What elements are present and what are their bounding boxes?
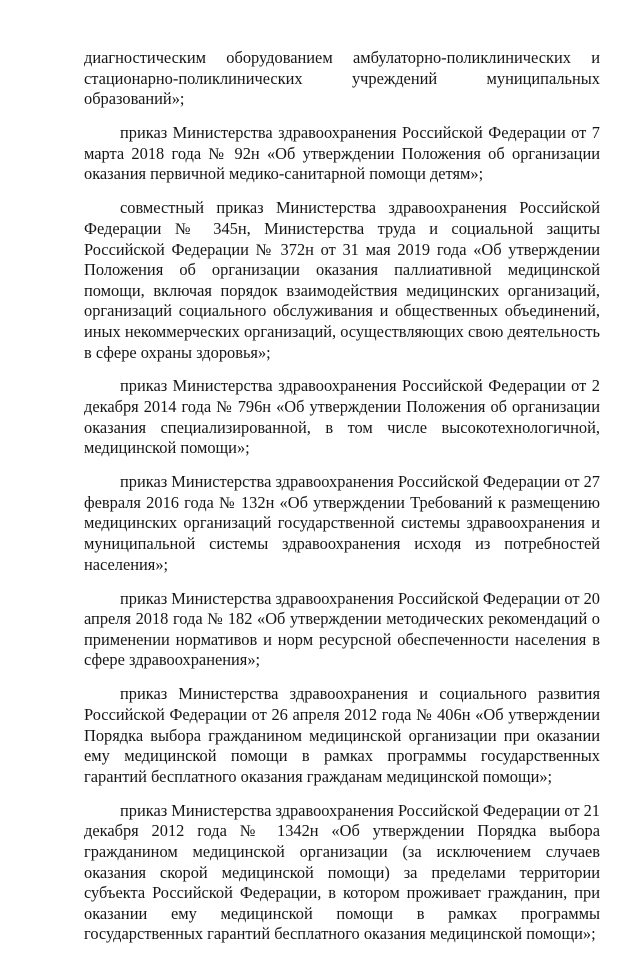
document-body — [84, 48, 600, 958]
paragraph-order-182: приказ Министерства здравоохранения Российской Федерации от 20 апреля 2018 года № 182 «Об утверждении методических рекомендаций о применении нормативов и норм ресурсной обеспеченности населения в сфере здравоохранения»; — [84, 588, 600, 670]
paragraph-order-132n: приказ Министерства здравоохранения Российской Федерации от 27 февраля 2016 года № 132н «Об утверждении Требований к размещению медицинских организаций государственной системы здравоохранения и муниципальной системы здравоохранения исходя из потребностей населения»; — [84, 472, 600, 574]
paragraph-order-796n: приказ Министерства здравоохранения Российской Федерации от 2 декабря 2014 года № 796н «Об утверждении Положения об организации оказания специализированной, в том числе высокотехнологичной, медицинской помощи»; — [84, 376, 600, 458]
paragraph-joint-order-345n-372n: совместный приказ Министерства здравоохранения Российской Федерации № 345н, Министерства труда и социальной защиты Российской Федерации № 372н от 31 мая 2019 года «Об утверждении Положения об организации оказания паллиативной медицинской помощи, включая порядок взаимодействия медицинских организаций, организаций социального обслуживания и общественных объединений, иных некоммерческих организаций, осуществляющих свою деятельность в сфере охраны здоровья»; — [84, 198, 600, 362]
paragraph-order-406n: приказ Министерства здравоохранения и социального развития Российской Федерации от 26 апреля 2012 года № 406н «Об утверждении Порядка выбора гражданином медицинской организации при оказании ему медицинской помощи в рамках программы государственных гарантий бесплатного оказания гражданам медицинской помощи»; — [84, 684, 600, 786]
paragraph-order-1342n: приказ Министерства здравоохранения Российской Федерации от 21 декабря 2012 года № 1342н «Об утверждении Порядка выбора гражданином медицинской организации (за исключением случаев оказания скорой медицинской помощи) за пределами территории субъекта Российской Федерации, в котором проживает гражданин, при оказании ему медицинской помощи в рамках программы государственных гарантий бесплатного оказания медицинской помощи»; — [84, 800, 600, 944]
paragraph-order-92n: приказ Министерства здравоохранения Российской Федерации от 7 марта 2018 года № 92н «Об утверждении Положения об организации оказания первичной медико-санитарной помощи детям»; — [84, 123, 600, 184]
paragraph-continuation: диагностическим оборудованием амбулаторно-поликлинических и стационарно-поликлинических учреждений муниципальных образований»; — [84, 48, 600, 109]
